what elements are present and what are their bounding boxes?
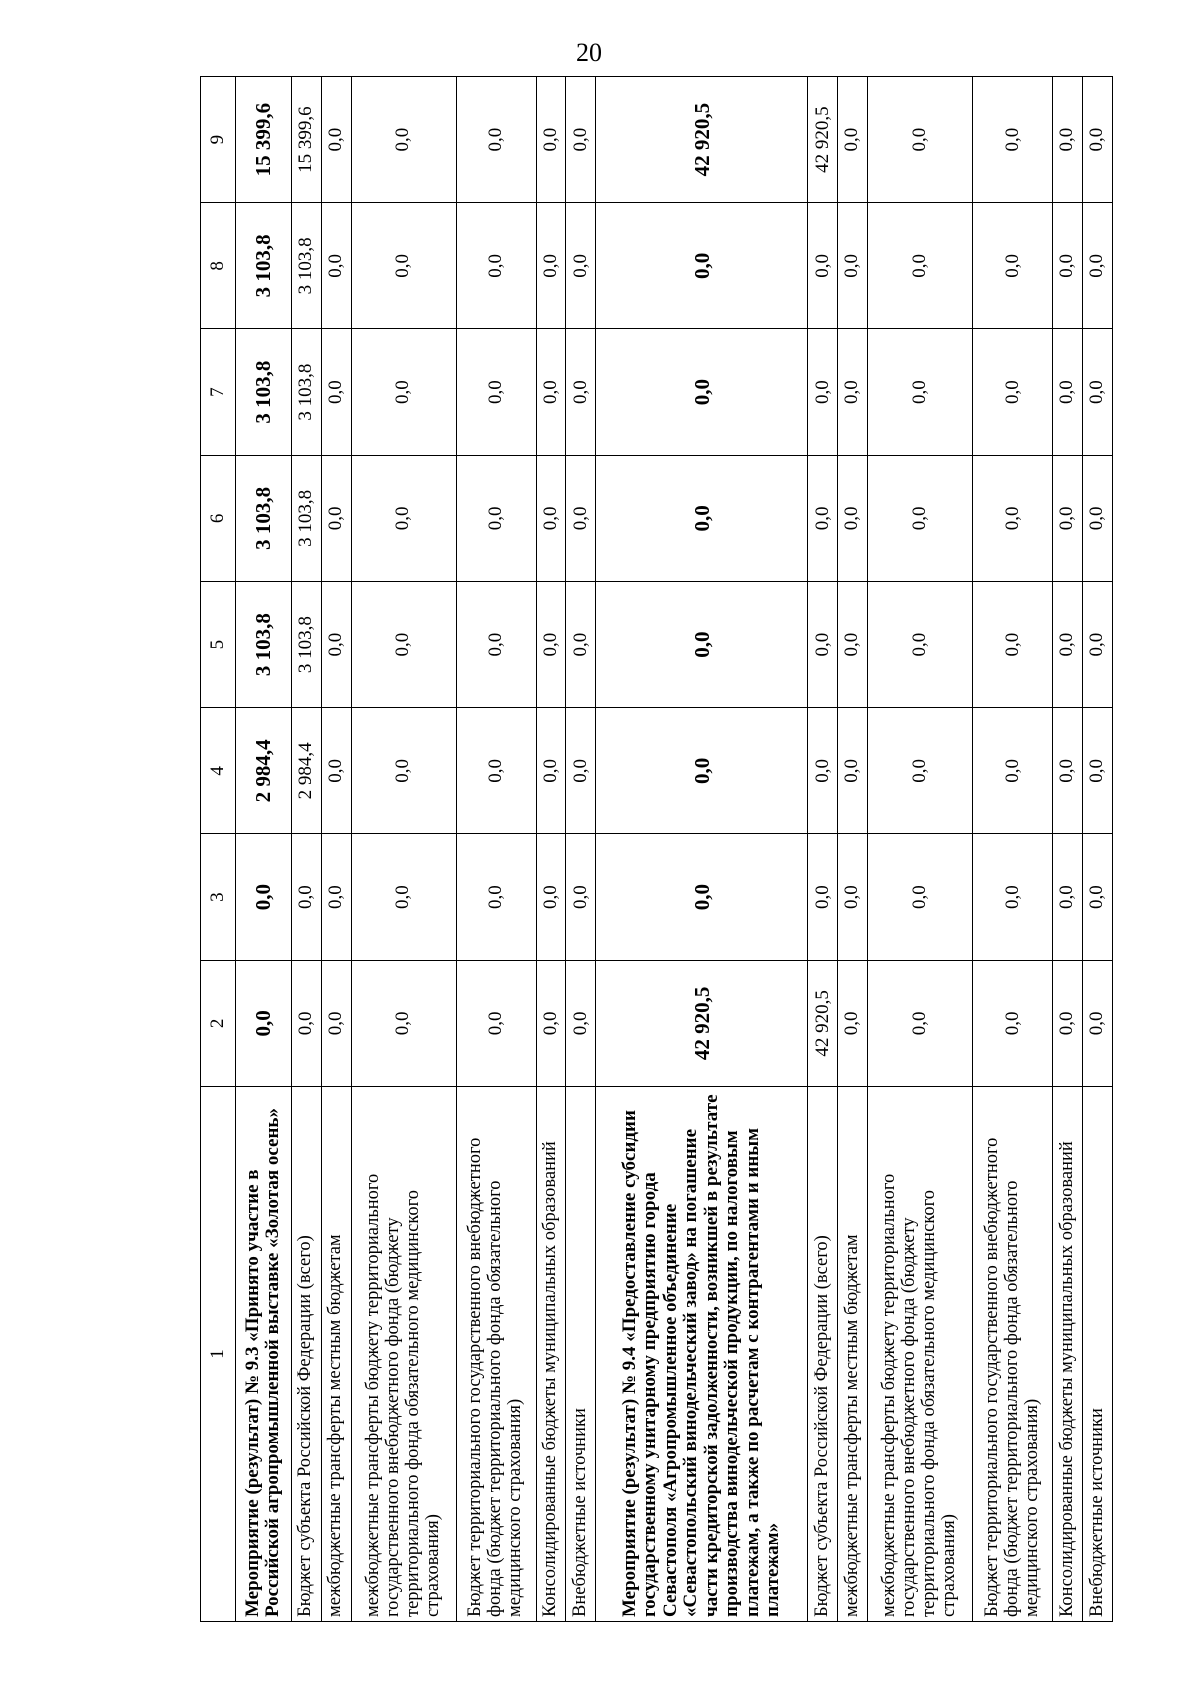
- row-label: Мероприятие (результат) № 9.3 «Принято участие в Российской агропромышленной выставке «Золотая осень»: [236, 1087, 292, 1622]
- value-cell: 0,0: [351, 960, 456, 1086]
- header-cell: 1: [201, 1087, 236, 1622]
- value-cell: 0,0: [1053, 203, 1083, 329]
- value-cell: 0,0: [838, 455, 868, 581]
- value-cell: 0,0: [456, 708, 536, 834]
- value-cell: 0,0: [868, 329, 973, 455]
- value-cell: 42 920,5: [808, 77, 838, 203]
- source-row: [838, 77, 868, 1622]
- value-cell: 3 103,8: [291, 582, 321, 708]
- row-label: межбюджетные трансферты местным бюджетам: [838, 1087, 868, 1622]
- value-cell: 0,0: [973, 582, 1053, 708]
- value-cell: 0,0: [536, 455, 566, 581]
- value-cell: 0,0: [351, 582, 456, 708]
- source-row: [808, 77, 838, 1622]
- value-cell: 0,0: [351, 834, 456, 960]
- table-body: [201, 77, 1113, 1622]
- source-row: [321, 77, 351, 1622]
- value-cell: 0,0: [321, 582, 351, 708]
- value-cell: 0,0: [536, 960, 566, 1086]
- value-cell: 0,0: [868, 960, 973, 1086]
- value-cell: 0,0: [973, 77, 1053, 203]
- source-row: [1083, 77, 1113, 1622]
- value-cell: 0,0: [291, 834, 321, 960]
- value-cell: 0,0: [838, 203, 868, 329]
- value-cell: 0,0: [596, 329, 808, 455]
- value-cell: 42 920,5: [596, 960, 808, 1086]
- value-cell: 0,0: [351, 203, 456, 329]
- value-cell: 0,0: [1053, 960, 1083, 1086]
- header-cell: 5: [201, 582, 236, 708]
- value-cell: 0,0: [456, 582, 536, 708]
- value-cell: 0,0: [596, 708, 808, 834]
- value-cell: 0,0: [1083, 203, 1113, 329]
- value-cell: 0,0: [456, 329, 536, 455]
- header-cell: 9: [201, 77, 236, 203]
- value-cell: 0,0: [536, 329, 566, 455]
- value-cell: 0,0: [566, 960, 596, 1086]
- value-cell: 3 103,8: [291, 455, 321, 581]
- event-row: [596, 77, 808, 1622]
- value-cell: 0,0: [973, 329, 1053, 455]
- value-cell: 0,0: [1083, 582, 1113, 708]
- source-row: [456, 77, 536, 1622]
- value-cell: 2 984,4: [236, 708, 292, 834]
- value-cell: 0,0: [456, 77, 536, 203]
- value-cell: 0,0: [596, 834, 808, 960]
- value-cell: 0,0: [808, 203, 838, 329]
- value-cell: 0,0: [566, 708, 596, 834]
- value-cell: 0,0: [973, 708, 1053, 834]
- row-label: Консолидированные бюджеты муниципальных образований: [536, 1087, 566, 1622]
- value-cell: 0,0: [1053, 455, 1083, 581]
- value-cell: 15 399,6: [291, 77, 321, 203]
- value-cell: 0,0: [566, 582, 596, 708]
- source-row: [536, 77, 566, 1622]
- header-cell: 6: [201, 455, 236, 581]
- value-cell: 0,0: [536, 203, 566, 329]
- header-cell: 3: [201, 834, 236, 960]
- source-row: [1053, 77, 1083, 1622]
- value-cell: 0,0: [1053, 834, 1083, 960]
- value-cell: 0,0: [566, 77, 596, 203]
- value-cell: 0,0: [1053, 708, 1083, 834]
- value-cell: 3 103,8: [236, 203, 292, 329]
- value-cell: 0,0: [566, 455, 596, 581]
- value-cell: 0,0: [808, 834, 838, 960]
- value-cell: 0,0: [1083, 329, 1113, 455]
- value-cell: 0,0: [351, 708, 456, 834]
- value-cell: 0,0: [596, 203, 808, 329]
- source-row: [291, 77, 321, 1622]
- value-cell: 0,0: [868, 834, 973, 960]
- page-number: 20: [576, 38, 602, 67]
- value-cell: 0,0: [456, 960, 536, 1086]
- row-label: межбюджетные трансферты местным бюджетам: [321, 1087, 351, 1622]
- value-cell: 0,0: [291, 960, 321, 1086]
- value-cell: 0,0: [596, 455, 808, 581]
- value-cell: 0,0: [321, 329, 351, 455]
- value-cell: 0,0: [536, 708, 566, 834]
- value-cell: 0,0: [808, 455, 838, 581]
- value-cell: 42 920,5: [596, 77, 808, 203]
- value-cell: 0,0: [456, 834, 536, 960]
- value-cell: 0,0: [838, 960, 868, 1086]
- value-cell: 0,0: [1083, 455, 1113, 581]
- value-cell: 0,0: [868, 77, 973, 203]
- source-row: [868, 77, 973, 1622]
- value-cell: 0,0: [321, 834, 351, 960]
- value-cell: 0,0: [1083, 834, 1113, 960]
- value-cell: 0,0: [321, 77, 351, 203]
- value-cell: 0,0: [1053, 329, 1083, 455]
- value-cell: 0,0: [566, 203, 596, 329]
- value-cell: 3 103,8: [291, 203, 321, 329]
- header-cell: 8: [201, 203, 236, 329]
- value-cell: 0,0: [808, 329, 838, 455]
- value-cell: 0,0: [351, 329, 456, 455]
- value-cell: 0,0: [566, 834, 596, 960]
- value-cell: 0,0: [236, 834, 292, 960]
- row-label: Бюджет субъекта Российской Федерации (всего): [291, 1087, 321, 1622]
- value-cell: 0,0: [973, 203, 1053, 329]
- value-cell: 0,0: [236, 960, 292, 1086]
- source-row: [351, 77, 456, 1622]
- value-cell: 0,0: [1083, 960, 1113, 1086]
- value-cell: 15 399,6: [236, 77, 292, 203]
- value-cell: 0,0: [536, 834, 566, 960]
- value-cell: 0,0: [536, 582, 566, 708]
- value-cell: 0,0: [973, 960, 1053, 1086]
- header-cell: 2: [201, 960, 236, 1086]
- value-cell: 0,0: [596, 582, 808, 708]
- value-cell: 0,0: [973, 834, 1053, 960]
- value-cell: 0,0: [351, 455, 456, 581]
- value-cell: 3 103,8: [236, 582, 292, 708]
- funding-table: [200, 76, 1113, 1622]
- value-cell: 0,0: [868, 203, 973, 329]
- row-label: межбюджетные трансферты бюджету территориального государственного внебюджетного фонда (бюджету территориального фонда обязательного медицинского страхования): [868, 1087, 973, 1622]
- row-label: Консолидированные бюджеты муниципальных образований: [1053, 1087, 1083, 1622]
- row-label: Бюджет территориального государственного внебюджетного фонда (бюджет территориального фонда обязательного медицинского страхования): [973, 1087, 1053, 1622]
- value-cell: 0,0: [321, 708, 351, 834]
- value-cell: 0,0: [868, 708, 973, 834]
- row-label: Внебюджетные источники: [1083, 1087, 1113, 1622]
- value-cell: 0,0: [536, 77, 566, 203]
- value-cell: 0,0: [838, 708, 868, 834]
- row-label: Внебюджетные источники: [566, 1087, 596, 1622]
- row-label: межбюджетные трансферты бюджету территориального государственного внебюджетного фонда (бюджету территориального фонда обязательного медицинского страхования): [351, 1087, 456, 1622]
- value-cell: 0,0: [456, 455, 536, 581]
- value-cell: 0,0: [321, 203, 351, 329]
- value-cell: 0,0: [973, 455, 1053, 581]
- value-cell: 0,0: [808, 582, 838, 708]
- value-cell: 0,0: [566, 329, 596, 455]
- value-cell: 0,0: [868, 582, 973, 708]
- value-cell: 0,0: [808, 708, 838, 834]
- value-cell: 3 103,8: [291, 329, 321, 455]
- value-cell: 0,0: [456, 203, 536, 329]
- value-cell: 0,0: [1083, 708, 1113, 834]
- value-cell: 0,0: [868, 455, 973, 581]
- value-cell: 0,0: [321, 455, 351, 581]
- row-label: Бюджет территориального государственного внебюджетного фонда (бюджет территориального фонда обязательного медицинского страхования): [456, 1087, 536, 1622]
- source-row: [973, 77, 1053, 1622]
- value-cell: 0,0: [351, 77, 456, 203]
- row-label: Бюджет субъекта Российской Федерации (всего): [808, 1087, 838, 1622]
- table-header-row: [201, 77, 236, 1622]
- event-row: [236, 77, 292, 1622]
- value-cell: 0,0: [838, 834, 868, 960]
- funding-table-container: [200, 77, 1113, 1622]
- value-cell: 0,0: [321, 960, 351, 1086]
- value-cell: 0,0: [838, 582, 868, 708]
- value-cell: 42 920,5: [808, 960, 838, 1086]
- header-cell: 7: [201, 329, 236, 455]
- value-cell: 0,0: [838, 329, 868, 455]
- value-cell: 2 984,4: [291, 708, 321, 834]
- row-label: Мероприятие (результат) № 9.4 «Предоставление субсидии государственному унитарному предприятию города Севастополя «Агропромышленное объединение «Севастопольский винодельческий завод» на погашение части кредиторской задолженности, возникшей в результате производства винодельческой продукции, по налоговым платежам, а также по расчетам с контрагентами и иным платежам»: [596, 1087, 808, 1622]
- header-cell: 4: [201, 708, 236, 834]
- value-cell: 3 103,8: [236, 329, 292, 455]
- value-cell: 0,0: [1053, 77, 1083, 203]
- value-cell: 0,0: [838, 77, 868, 203]
- value-cell: 0,0: [1083, 77, 1113, 203]
- value-cell: 0,0: [1053, 582, 1083, 708]
- value-cell: 3 103,8: [236, 455, 292, 581]
- source-row: [566, 77, 596, 1622]
